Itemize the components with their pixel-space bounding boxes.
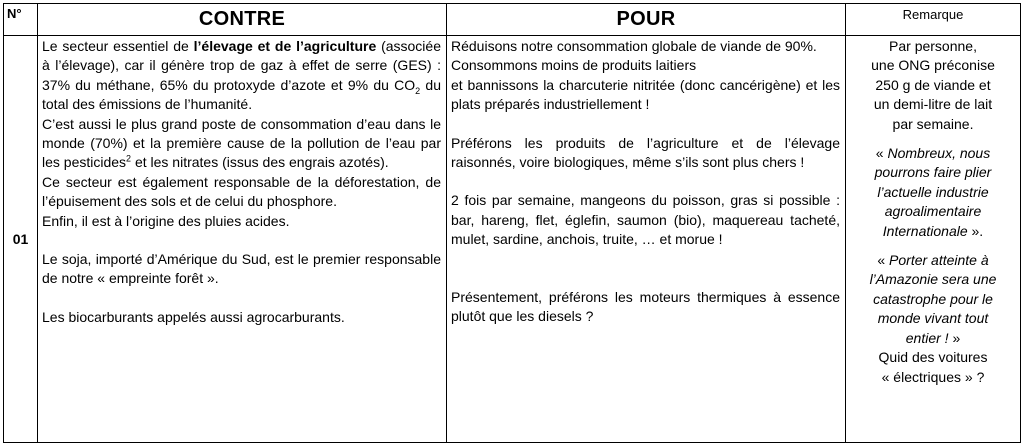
quote-2: [849, 290, 1017, 309]
quote-1-line: l’actuelle industrie: [877, 183, 989, 200]
pour-paragraph-2: Consommons moins de produits laitiers: [451, 57, 697, 74]
quote-2-line: monde vivant tout: [877, 310, 989, 327]
pour-paragraph-6: Présentement, préférons les moteurs thermiques à essence plutôt que les diesels ?: [451, 288, 840, 325]
remarque-line: par semaine.: [892, 115, 974, 132]
quote-2-line: catastrophe pour le: [873, 290, 993, 307]
quote-1-line: Nombreux, nous: [887, 145, 991, 162]
quote-1: [849, 222, 1017, 241]
quote-mark: «: [877, 252, 890, 269]
quote-2-line: Porter atteinte à: [889, 252, 989, 269]
remarque-line: 250 g de viande et: [875, 76, 991, 93]
quote-2-line: entier !: [905, 329, 949, 346]
contre-text: du total des émissions de l’humanité.: [42, 76, 441, 113]
comparison-table: [3, 3, 1021, 443]
quote-1: [849, 144, 1017, 163]
header-contre: CONTRE: [38, 4, 447, 36]
pour-paragraph-5: 2 fois par semaine, mangeons du poisson, gras si possible : bar, hareng, flet, églefin, saumon (bio), maquereau tacheté, mulet, sardine, anchois, truite, … et morue !: [451, 192, 840, 248]
quote-1: [849, 183, 1017, 202]
quote-2: [849, 251, 1017, 270]
remarque-line: « électriques » ?: [881, 368, 985, 385]
subscript: 2: [415, 85, 421, 96]
contre-paragraph-6: Les biocarburants appelés aussi agrocarburants.: [42, 308, 345, 325]
remarque-line: une ONG préconise: [871, 57, 995, 74]
quote-2-line: l’Amazonie sera une: [869, 271, 997, 288]
header-pour: POUR: [447, 4, 846, 36]
quote-1-line: agroalimentaire: [884, 203, 982, 220]
pour-paragraph-1: Réduisons notre consommation globale de viande de 90%.: [451, 38, 817, 54]
remarque-line: Par personne,: [889, 38, 977, 54]
contre-text: et les nitrates (issus des engrais azotés).: [131, 154, 389, 171]
header-number: N°: [4, 4, 38, 36]
contre-paragraph-4: Enfin, il est à l’origine des pluies acides.: [42, 212, 290, 229]
quote-mark: ».: [967, 222, 984, 239]
contre-text: Le secteur essentiel de: [42, 38, 194, 54]
contre-paragraph-1: [42, 37, 441, 115]
quote-1: [849, 163, 1017, 182]
quote-2: [849, 270, 1017, 289]
remarque-line: Quid des voitures: [878, 349, 988, 366]
quote-1-line: pourrons faire plier: [874, 164, 992, 181]
row-number: 01: [4, 36, 38, 443]
quote-mark: »: [948, 329, 961, 346]
remarque-cell: [846, 36, 1021, 443]
pour-paragraph-4: Préférons les produits de l’agriculture et de l’élevage raisonnés, voire biologiques, même s’ils sont plus chers !: [451, 134, 840, 171]
pour-cell: [447, 36, 846, 443]
contre-paragraph-2: [42, 115, 441, 173]
contre-cell: [38, 36, 447, 443]
contre-bold-text: l’élevage et de l’agriculture: [193, 38, 377, 54]
contre-text: (associée à l’élevage), car il génère trop de gaz à effet de serre (GES) : 37% du méthane, 65% du protoxyde d’azote et 9% du CO: [42, 38, 441, 93]
header-row: [4, 4, 1021, 36]
contre-paragraph-3: Ce secteur est également responsable de la déforestation, de l’épuisement des sols et de celui du phosphore.: [42, 173, 441, 210]
contre-paragraph-5: Le soja, importé d’Amérique du Sud, est le premier responsable de notre « empreinte forêt ».: [42, 251, 441, 287]
quote-mark: «: [875, 145, 888, 162]
quote-2: [849, 309, 1017, 328]
header-remarque: Remarque: [846, 4, 1021, 36]
quote-1-line: Internationale: [882, 222, 968, 239]
quote-1: [849, 202, 1017, 221]
footnote-marker: 2: [126, 153, 132, 164]
pour-paragraph-3: et bannissons la charcuterie nitritée (donc cancérigène) et les plats préparés industriellement !: [451, 76, 840, 113]
contre-text: C’est aussi le plus grand poste de consommation d’eau dans le monde (70%) et la première cause de la pollution de l’eau par les pesticides: [42, 115, 441, 171]
table-row: [4, 36, 1021, 443]
quote-2: [849, 329, 1017, 348]
remarque-line: un demi-litre de lait: [873, 96, 993, 113]
